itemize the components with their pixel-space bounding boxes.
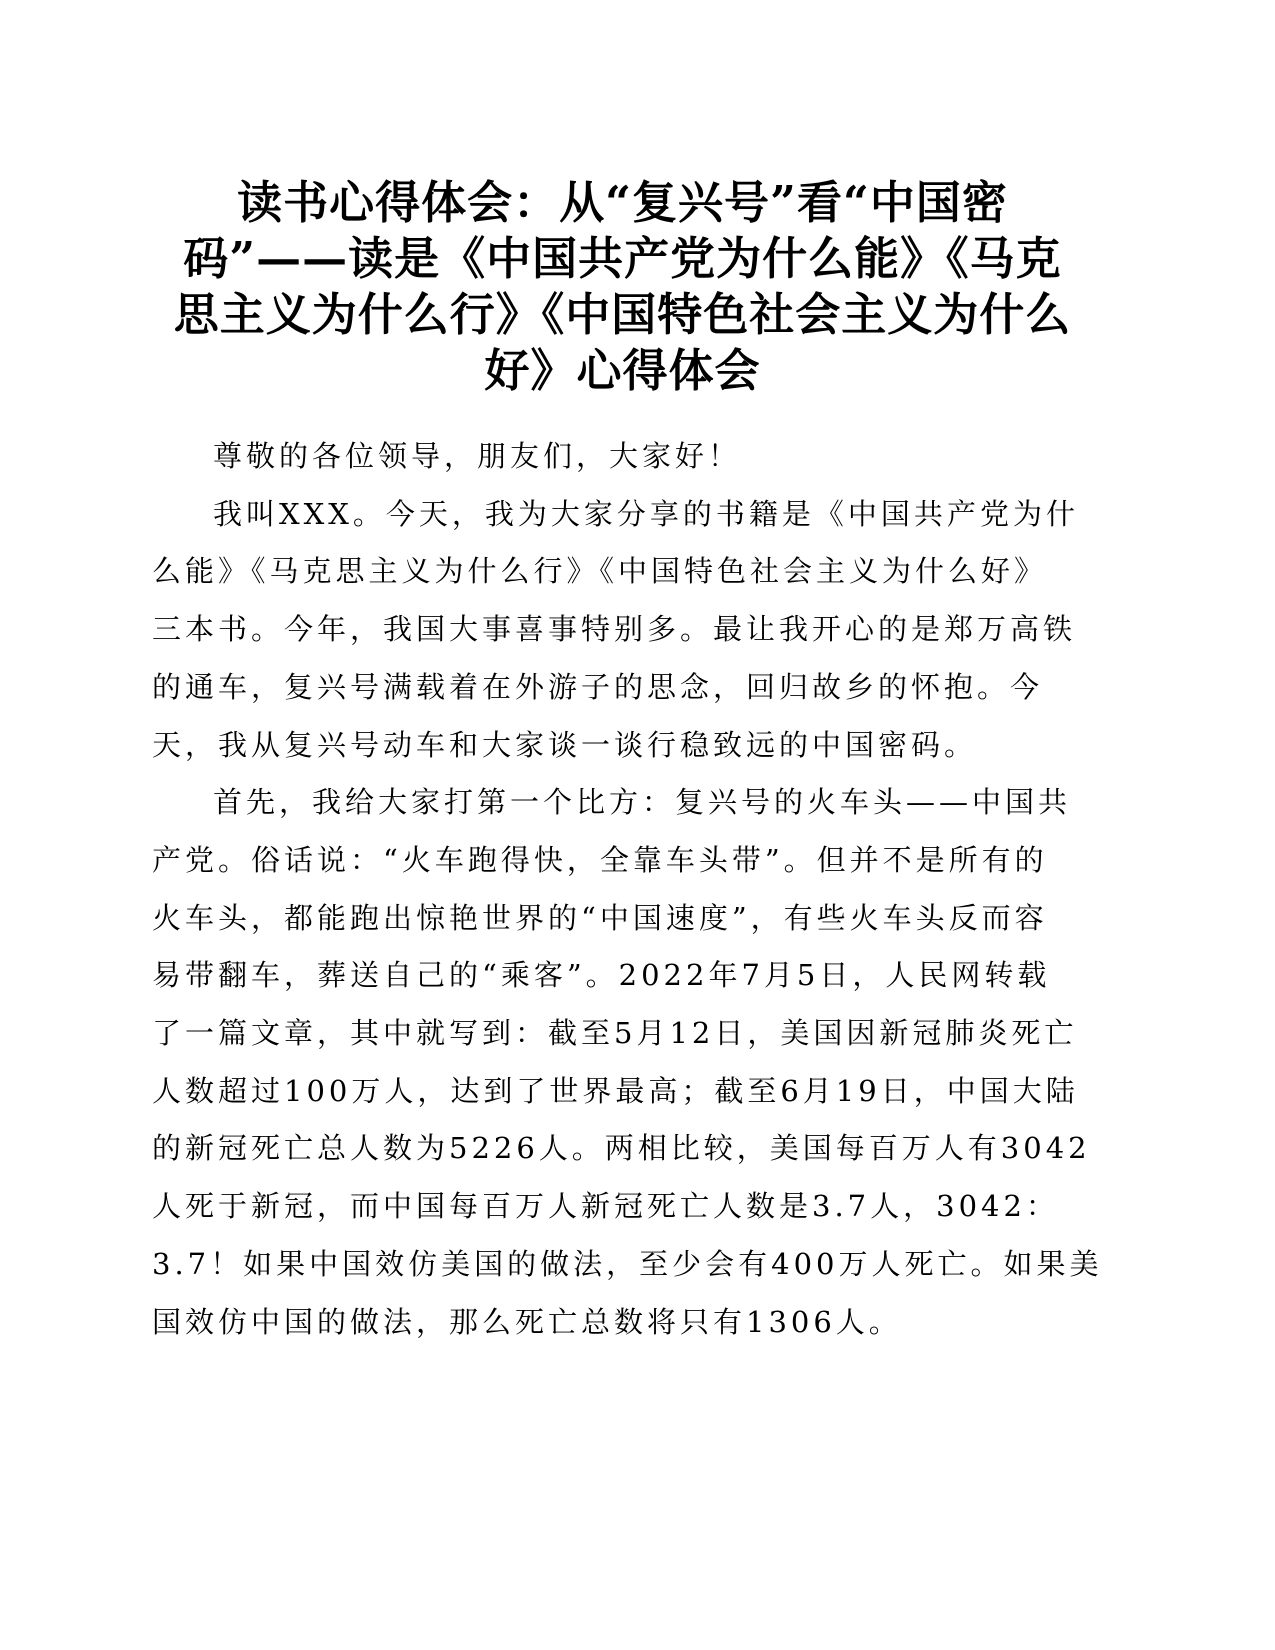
paragraph-intro-line: 天，我从复兴号动车和大家谈一谈行稳致远的中国密码。 <box>152 727 978 762</box>
document-title <box>150 175 1095 399</box>
title-line: 好》心得体会 <box>484 344 761 397</box>
title-line: 思主义为什么行》《中国特色社会主义为什么 <box>173 288 1072 341</box>
paragraph-first-point-line: 产党。俗话说：“火车跑得快，全靠车头带”。但并不是所有的 <box>152 842 1048 877</box>
paragraph-first-point-line: 人数超过100万人，达到了世界最高；截至6月19日，中国大陆 <box>152 1073 1079 1108</box>
paragraph-first-point-line: 的新冠死亡总人数为5226人。两相比较，美国每百万人有3042 <box>152 1131 1091 1166</box>
paragraph-first-point-line: 首先，我给大家打第一个比方：复兴号的火车头——中国共 <box>213 785 1072 820</box>
paragraph-intro-line: 么能》《马克思主义为什么行》《中国特色社会主义为什么好》 <box>152 554 1048 589</box>
paragraph-intro-line: 三本书。今年，我国大事喜事特别多。最让我开心的是郑万高铁 <box>152 612 1077 647</box>
paragraph-intro-line: 的通车，复兴号满载着在外游子的思念，回归故乡的怀抱。今 <box>152 669 1044 704</box>
title-line: 读书心得体会：从“复兴号”看“中国密 <box>237 176 1008 229</box>
document-body <box>152 428 1103 1351</box>
title-line: 码”——读是《中国共产党为什么能》《马克 <box>183 232 1062 285</box>
paragraph-first-point-line: 3.7！如果中国效仿美国的做法，至少会有400万人死亡。如果美 <box>152 1246 1103 1281</box>
paragraph-first-point-line: 了一篇文章，其中就写到：截至5月12日，美国因新冠肺炎死亡 <box>152 1016 1078 1051</box>
paragraph-intro-line: 我叫XXX。今天，我为大家分享的书籍是《中国共产党为什 <box>213 496 1079 531</box>
paragraph-first-point-line: 易带翻车，葬送自己的“乘客”。2022年7月5日，人民网转载 <box>152 958 1051 993</box>
paragraph-first-point-line: 国效仿中国的做法，那么死亡总数将只有1306人。 <box>152 1304 902 1339</box>
paragraph-first-point-line: 火车头，都能跑出惊艳世界的“中国速度”，有些火车头反而容 <box>152 900 1048 935</box>
paragraph-greeting: 尊敬的各位领导，朋友们，大家好！ <box>213 439 742 473</box>
paragraph-first-point-line: 人死于新冠，而中国每百万人新冠死亡人数是3.7人，3042： <box>152 1189 1059 1224</box>
